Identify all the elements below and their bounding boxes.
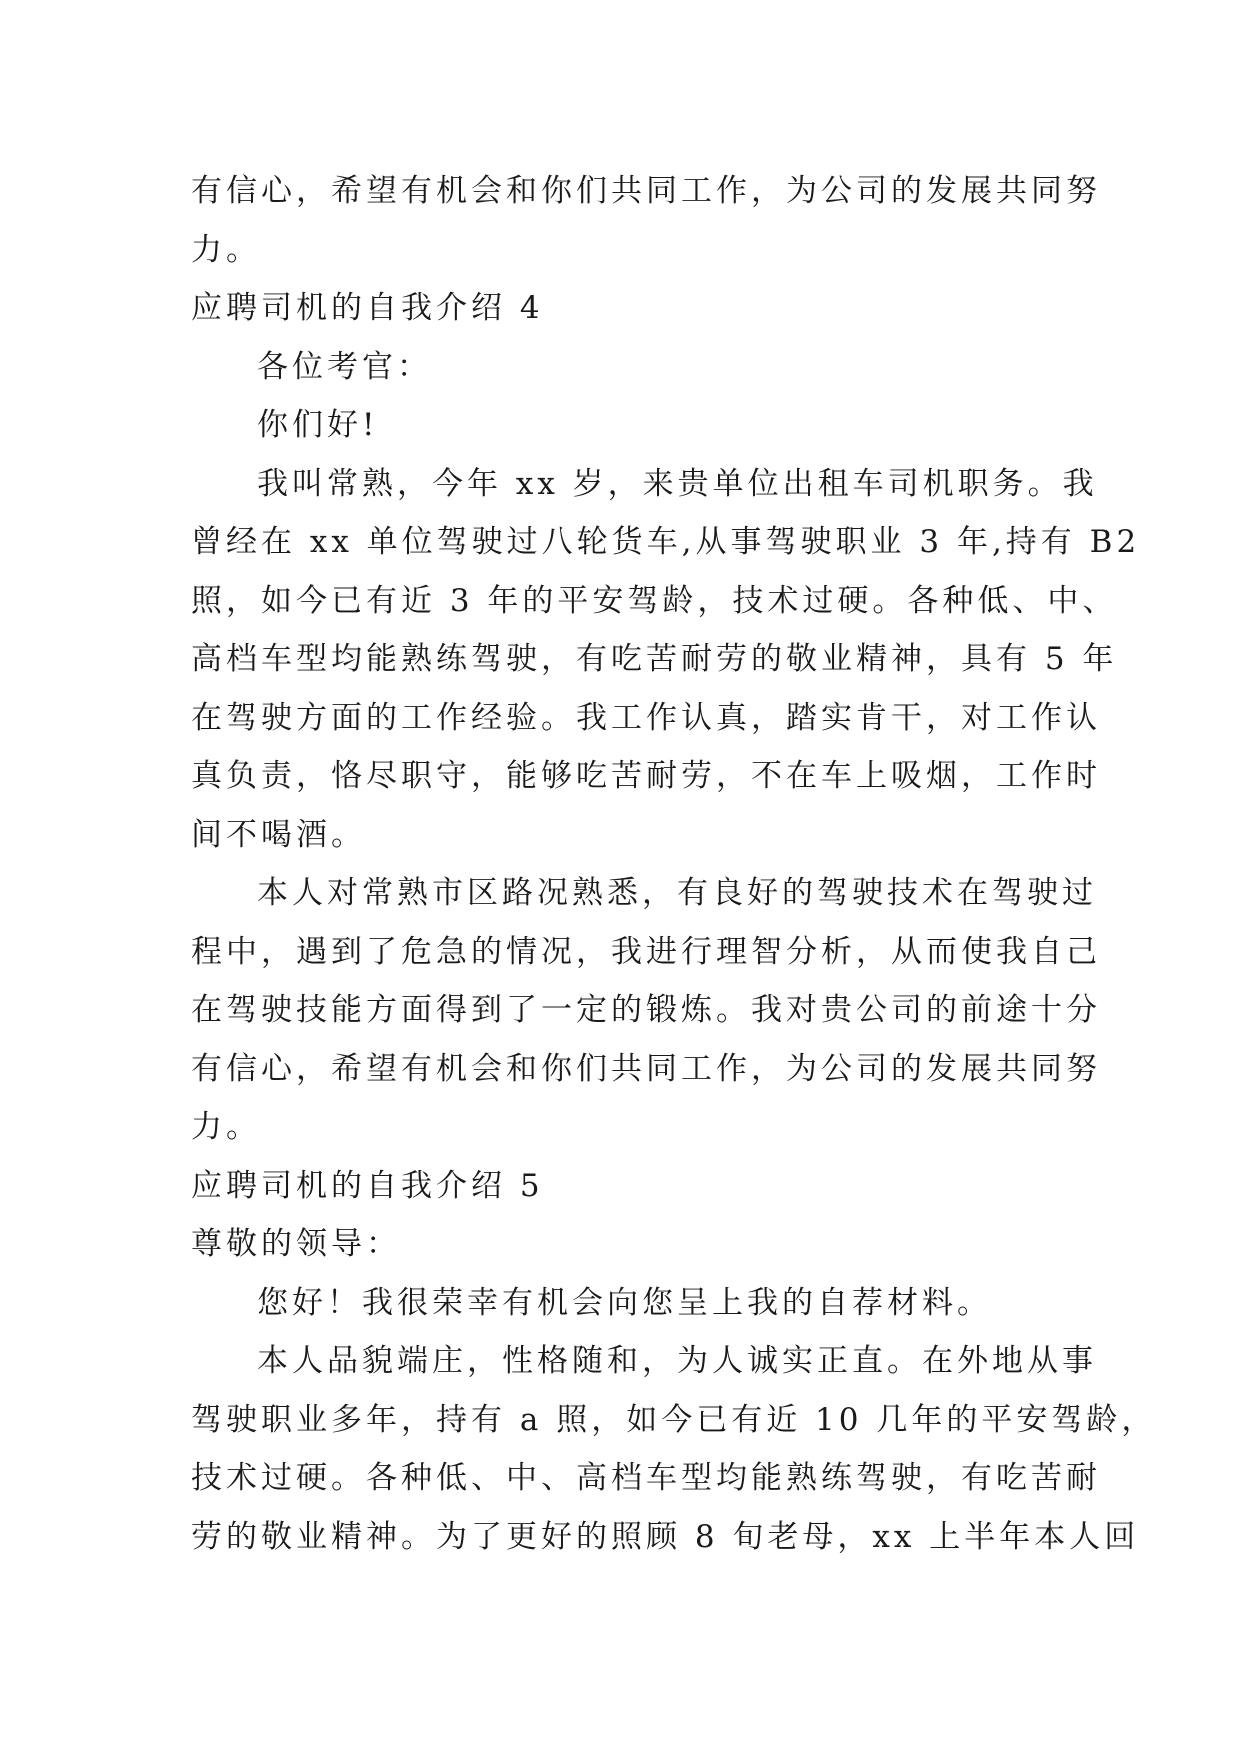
text-line: 程中，遇到了危急的情况，我进行理智分析，从而使我自己 [191, 933, 1101, 970]
text-line: 我叫常熟，今年 xx 岁，来贵单位出租车司机职务。我 [257, 465, 1098, 502]
greeting: 您好！我很荣幸有机会向您呈上我的自荐材料。 [257, 1284, 992, 1321]
text-line: 间不喝酒。 [191, 816, 366, 853]
section-heading: 应聘司机的自我介绍 4 [191, 290, 544, 326]
text-line: 本人对常熟市区路况熟悉，有良好的驾驶技术在驾驶过 [257, 875, 1097, 911]
text-line: 劳的敬业精神。为了更好的照顾 8 旬老母，xx 上半年本人回 [191, 1518, 1140, 1555]
salutation: 尊敬的领导： [191, 1226, 401, 1262]
text-line: 在驾驶方面的工作经验。我工作认真，踏实肯干，对工作认 [191, 699, 1101, 736]
text-line: 本人品貌端庄，性格随和，为人诚实正直。在外地从事 [257, 1343, 1097, 1379]
salutation: 各位考官： [257, 348, 432, 385]
text-line: 有信心，希望有机会和你们共同工作，为公司的发展共同努 [191, 1050, 1101, 1087]
text-line: 力。 [191, 231, 261, 268]
section-heading: 应聘司机的自我介绍 5 [191, 1167, 544, 1204]
text-line: 高档车型均能熟练驾驶，有吃苦耐劳的敬业精神，具有 5 年 [191, 641, 1118, 677]
text-line: 驾驶职业多年，持有 a 照，如今已有近 10 几年的平安驾龄， [191, 1401, 1157, 1438]
text-line: 在驾驶技能方面得到了一定的锻炼。我对贵公司的前途十分 [191, 992, 1101, 1028]
text-line: 照，如今已有近 3 年的平安驾龄，技术过硬。各种低、中、 [191, 582, 1118, 619]
text-line: 力。 [191, 1109, 261, 1145]
greeting: 你们好! [257, 407, 379, 443]
text-line: 曾经在 xx 单位驾驶过八轮货车,从事驾驶职业 3 年,持有 B2 [191, 524, 1141, 560]
text-line: 有信心，希望有机会和你们共同工作，为公司的发展共同努 [191, 173, 1101, 209]
text-line: 技术过硬。各种低、中、高档车型均能熟练驾驶，有吃苦耐 [191, 1460, 1101, 1496]
document-body [191, 162, 1157, 1566]
text-line: 真负责，恪尽职守，能够吃苦耐劳，不在车上吸烟，工作时 [191, 758, 1101, 794]
